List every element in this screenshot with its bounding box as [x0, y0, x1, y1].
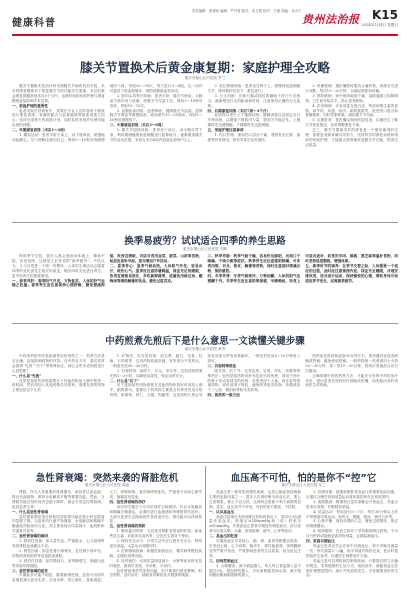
article5-body	[209, 490, 398, 590]
paragraph: 三、秋季养肺：秋季气候干燥，容易伤及肺阴，出现口干咽燥、干咳少痰等症状。秋季养生应注意滋阴润燥，可多食用梨、百合、银耳、蜂蜜等食物，同时注意适时增减衣物，预防感冒。	[207, 254, 301, 273]
paragraph: 3. 行走训练：在助行器或拐杖的辅助下进行行走练习，逐渐增加行走的距离和时间，注意保持正确的行走姿势。	[207, 93, 301, 108]
article2-body	[12, 254, 398, 320]
article2-byline: 重庆市璧山区人民医院 刘林	[182, 247, 228, 251]
paragraph: 1. 踝泵运动：患者平卧于床上，双下肢伸直，缓慢地勾起脚尖，尽力使脚尖朝向自己，保持5～10秒后再缓慢地向下踩，每组20～30次，每天进行3～4组。这一动作可促进下肢血液循环，预防深静脉血栓形成。	[12, 84, 203, 142]
paragraph: 患者出院后回到家中，需要在专业人员的指导下继续进行康复训练。家属的配合与监督能够帮助患者建立信心，坚持完成每天的训练计划，同时及时发现并处理可能出现的问题。	[12, 108, 105, 128]
paragraph: 除先煎、后下外，还有包煎、另煎、烊化、冲服等特殊煎法。包煎是将药物用纱布包好后再煎煮，适用于细小的种子类或有绒毛的药物；另煎适用于人参、西洋参等贵重药物；烊化适用于阿胶、鹿角胶等胶类药物；冲服适用于三七粉、琥珀粉等粉末类药物。	[207, 368, 301, 393]
paragraph: 2. 股四头肌等长收缩：患者平卧，膝关节伸直，大腿前方肌肉用力收缩，使膝关节尽量下压，保持5～10秒后放松，每组10～15次。	[109, 93, 203, 108]
paragraph: 高血压是可以预防和控制的疾病，只要我们树立正确的观念，坚持健康的生活方式，规范治疗，就能将血压控制在理想范围内，减少并发症的发生，享受健康美好的生活。	[306, 558, 398, 578]
article2-title: 换季易疲劳？试试适合四季的养生思路	[124, 236, 286, 247]
paragraph: 二、夏季养心：夏季气候炎热，人体阳气外发，容易出汗，耗伤心气。夏季应注意防暑降温，保证充足的睡眠，饮食宜清淡易消化，多吃新鲜蔬果，适量饮用绿豆汤、酸梅汤等清热解暑的饮品，避免过度贪凉。	[109, 263, 203, 283]
paragraph: 高血压患者应学会在家中自测血压，每天早晚各测量一次，每次测量2～3遍，取平均值并做好记录，复诊时提供给医生参考，以便医生调整治疗方案。	[306, 543, 398, 558]
paragraph: 肾脏，作为人体重要的排泄器官，承担着过滤血液、排出代谢废物、维持水电解质平衡等重要功能。然而，当肾脏功能在短时间内急剧下降时，就会引发急性肾衰竭，危及患者生命。	[12, 490, 105, 509]
article4-title: 急性肾衰竭：突然来袭的肾脏危机	[35, 473, 179, 484]
paragraph: 三、急性肾衰竭的症状	[12, 568, 48, 573]
paragraph: 二、急性肾衰竭的病因	[12, 534, 48, 539]
paragraph: 1. 肾前性因素：如大量失血、严重脱水、心力衰竭等导致肾脏血流灌注不足。	[12, 539, 105, 548]
article4-byline: 重庆市璧山区人民医院 周丽	[84, 483, 130, 487]
paragraph: 1. 膝关节屈伸训练：患者坐于床边，双小腿自然下垂，利用健侧腿帮助患侧腿进行屈伸练习，逐渐增加膝关节的活动范围，争取在术后6周内屈曲达到90°以上。	[109, 128, 203, 142]
paragraph: 五、家庭护理注意事项	[207, 128, 244, 133]
paragraph: 2. 保持充足水分：日常生活中应注意补充水分，特别是在高温、大量运动或腹泻时。	[109, 539, 202, 548]
paragraph: 5. 定期复查：按医嘱定期到医院复查，以便医生了解关节恢复情况，及时调整康复方案。	[305, 118, 398, 128]
paragraph: 3. 戒烟限酒：吸烟和过量饮酒都会升高血压，高血压患者应戒烟，并限制饮酒量。	[306, 499, 398, 509]
paragraph: 4. 饮食调理：多食用富含蛋白质、钙质和维生素的食物，如牛奶、鸡蛋、鱼肉、新鲜蔬果等，促进伤口愈合和骨骼健康，同时控制体重，减轻膝关节负担。	[305, 103, 398, 118]
paragraph: 煎药前先将药物浸泡30分钟左右，煎药器具宜选用砂锅或瓷锅，避免使用铁锅。一般药物第一煎煮沸后小火煎20～30分钟，第二煎15～20分钟，将两次煎液混合后分次服用。	[305, 354, 398, 373]
issue-date: 2024年2月4日 星期日	[361, 23, 398, 27]
paragraph: 先煎是指某些药物需要先于其他药物放入锅中煎煮一段时间，然后再加入其他药物共同煎煮。需要先煎的药物主要包括以下几类：	[12, 378, 105, 393]
section-divider	[12, 323, 398, 324]
newspaper-logo: 贵州法治报	[302, 13, 360, 26]
paragraph: 每到季节交替，很多人都会感到身体疲乏、精神不振、容易犯困，这就是人们常说的“换季疲劳”。中医认为，人与自然是一个统一的整体，人体的生理活动会随着四季的变化而发生相应的改变，顺应四时变化进行养生，是中医养生的重要原则。	[12, 254, 105, 278]
paragraph: 治疗的关键在于尽早识别并去除病因，纠正水电解质和酸碱平衡紊乱，必要时进行血液透析等肾脏替代治疗。大部分患者在去除病因并及时治疗后，肾功能可以得到恢复。	[109, 504, 202, 524]
paragraph: 三、其他特殊煎法	[207, 363, 237, 368]
article1-title: 膝关节置换术后黄金康复期：家庭护理全攻略	[79, 60, 330, 75]
paragraph: 一、认识高血压	[209, 509, 235, 514]
paragraph: 二、什么是“后下”	[109, 378, 140, 383]
masthead	[12, 6, 398, 32]
paragraph: 四、家庭自测血压	[306, 539, 335, 544]
paragraph: 四、冬季养肾：冬季气候寒冷，万物闭藏，人体的阳气也潜藏于内。冬季养生应注意防寒保暖，早睡晚起，饮食上可适当进补，如食用羊肉、核桃、黑芝麻等温补食物，同时坚持适度锻炼，增强体质。	[207, 254, 398, 283]
paragraph: 1. 合理膳食：减少钠盐摄入，每人每日食盐摄入量不超过5克；增加钾的摄入，多吃新鲜蔬菜和水果；减少饱和脂肪酸和胆固醇的摄入。	[209, 563, 301, 578]
paragraph: 三、中期康复训练（术后3～6周）	[109, 123, 166, 128]
paragraph: 3. 肾后性因素：如尿路结石、前列腺增生、肿瘤压迫等导致尿路梗阻。	[12, 558, 105, 568]
paragraph: 一、春季养肝：春季阳气升发，万物复苏，人体的肝气也随之旺盛。春季养生应注意保持心情舒畅，避免情绪抑郁，饮食宜清淡，可适当食用韭菜、菠菜、山药等食物，起居应夜卧早起，适当增加户外活动。	[12, 254, 203, 288]
paragraph: 四、煎药的一般方法	[207, 393, 240, 398]
paragraph: 2. 坐位伸膝训练：患者坐在椅子上，缓慢伸直患侧膝关节，保持数秒后放下，重复进行。	[207, 84, 301, 93]
paragraph: 高血压是一种常见的慢性疾病，也是心脑血管疾病最主要的危险因素之一。很多人在被诊断为高血压后，要么过度紧张，要么不以为然，这两种态度都不利于病情的控制。其实，血压高并不可怕，可怕的是不重视、不控制。	[209, 490, 301, 509]
article3-title: 中药煎煮先煎后下是什么意思一文读懂关键步骤	[105, 336, 305, 347]
article4-body	[12, 490, 202, 590]
paragraph: 长期高血压可导致心、脑、肾、血管等靶器官损害，引发冠心病、心力衰竭、脑卒中、肾功能衰竭、视网膜病变等严重并发症，严重影响患者的生活质量，甚至危及生命。	[209, 539, 301, 558]
column-divider	[205, 466, 206, 588]
paragraph: 1. 伤口护理：保持伤口清洁干燥，观察有无红肿、渗液等异常情况，如有异常应及时就医。	[207, 133, 301, 142]
paragraph: 6. 规律服药：在医生指导下坚持服用降压药物，不可自行停药或随意更改药物剂量，定期监测血压。	[306, 529, 398, 539]
paragraph: 一、什么是“先煎”	[12, 373, 42, 378]
paragraph: 4. 适量运动：每周进行5～7次、每次30分钟以上的中等强度有氧运动，如快走、慢跑、游泳、骑自行车等。	[306, 509, 398, 519]
paragraph: 五、换季时节的调养：在季节交替之际，人体需要一个适应的过程，此时应注意规律作息，保证充足睡眠，合理安排饮食，适当进行运动，保持愉悦的心情，帮助身体尽快适应季节变化，远离换季疲劳。	[305, 263, 398, 283]
paragraph: 2. 有毒药物：如附子、川乌、草乌等，这类药物需要先煎1～2小时，以降低其毒性，保证用药安全。	[109, 368, 203, 378]
paragraph: 高血压是指在未使用降压药物的情况下，非同日3次测量诊室血压，收缩压≥140mmHg和（或）舒张压≥90mmHg。多数高血压患者早期没有明显症状，部分患者可出现头晕、头痛、颈项板紧、疲劳、心悸等症状。	[209, 514, 301, 534]
paragraph: 中药汤剂是中医临床最常用的剂型之一，煎煮方法是否正确，直接影响药物的疗效。在中药处方中，我们常常会看到“先煎”“后下”等特殊标注，那么这些术语到底是什么意思呢？	[12, 354, 105, 373]
paragraph: 膝关节置换术是治疗终末期膝关节病的有效手段，术后的康复锻炼对于恢复膝关节的功能至关重要。术后的黄金康复期通常指术后3个月内，这段时间的家庭护理与康复锻炼直接影响手术效果。	[12, 84, 105, 103]
paragraph: 1. 避免滥用药物：尤其是对肾脏有损害的药物，如某些抗生素、非甾体抗炎药等，应在医生指导下使用。	[109, 529, 202, 539]
editor-info: 责任编辑：张建伟 编辑：严丹青 版式：宋义燕 校对：王丽 美编：谷永宁	[192, 9, 302, 13]
paragraph: 3. 控制基础疾病：积极控制高血压、糖尿病等慢性疾病，定期检查肾功能。	[109, 548, 202, 558]
paragraph: 后下是指某些药物需要在其他药物快煎好时再放入锅中，稍煎即可。需要后下的药物主要是含有挥发性成分的药物，如薄荷、砂仁、豆蔻、钩藤等，这类药物久煎会导致有效成分挥发或被破坏，一般在煎好前5～10分钟放入即可。	[109, 354, 301, 398]
paragraph: 2. 控制体重：超重和肥胖是高血压的重要危险因素，应通过合理饮食和适量运动将体重控制在正常范围内。	[306, 490, 398, 499]
section-divider	[12, 462, 398, 463]
article3-byline: 重庆市璧山区中医院 黄青	[184, 347, 226, 351]
paragraph: 一、家庭护理的重要性	[12, 103, 48, 108]
paragraph: 此阶段可进行上下楼梯训练、静蹲训练以及固定自行车等训练，以增强下肢肌肉力量，提高关节稳定性。上楼梯时先迈健侧腿，下楼梯时先迈患侧腿。	[207, 113, 301, 128]
paragraph: 五、急性肾衰竭的预防	[109, 524, 146, 529]
section-name: 健康科普	[12, 18, 56, 29]
paragraph: 正确掌握中药的煎煮方法，才能充分发挥中药的治疗作用，建议患者在煎药时仔细阅读医嘱，如有疑问及时咨询医生或药师。	[305, 373, 398, 388]
article5-byline: 重庆市璧山区人民医院 吴兰	[281, 483, 326, 487]
paragraph: 4. 及时就医：出现尿量明显减少、水肿等症状时应及时就医，做到早发现、早诊断、早治疗。	[109, 558, 202, 568]
paragraph: 四、后期康复训练（术后7周～3个月）	[207, 108, 271, 113]
paragraph: 急性肾衰竭虽然来势凶猛，但只要我们提高警惕，科学预防，及时治疗，就能有效降低其对健康的威胁。	[109, 568, 202, 578]
paragraph: 3. 预防跌倒：家中保持地面干燥，清除通道上的障碍物，卫生间安装扶手，防止患者跌倒。	[305, 93, 398, 103]
paragraph: 3. 直腿抬高训练：患者仰卧，健侧膝关节屈曲，患侧膝关节伸直并缓慢抬高，离床面约15～20厘米，保持5～10秒后缓慢放下。	[109, 108, 203, 123]
article3-body	[12, 354, 398, 458]
paragraph: 早期症状可能不明显，随着病情进展，患者可出现尿量明显减少甚至无尿、全身水肿、恶心呕吐、食欲减退、乏力、呼吸困难、意识障碍等症状，严重者可出现心律失常、抽搐甚至昏迷。	[12, 490, 202, 583]
article1-byline: 重庆市璧山区中医院 罗兰	[184, 76, 226, 80]
paragraph: 2. 疼痛管理：遵医嘱按时服用止痛药物，训练后可进行冰敷，每次15～20分钟，以减轻肿胀和疼痛。	[305, 84, 398, 93]
paragraph: 急性肾衰竭是指各种原因导致肾功能在数小时至数周内急剧下降，以致体内代谢产物潴留、水电解质和酸碱平衡紊乱的临床综合征。其主要表现为尿量减少、血肌酐和尿素氮升高等。	[12, 514, 105, 534]
section-divider	[12, 222, 398, 223]
page-number: K15	[372, 8, 398, 22]
paragraph: 二、早期康复训练（术后1～2周）	[12, 128, 68, 133]
paragraph: 一、什么是急性肾衰竭	[12, 509, 48, 514]
paragraph: 四、急性肾衰竭的治疗	[109, 499, 146, 504]
masthead-rule	[12, 34, 398, 36]
paragraph: 总之，膝关节置换术后的康复是一个循序渐进的过程，需要患者和家属共同努力，坚持科学的康复训练和细致的家庭护理，才能最大程度地恢复膝关节功能，提高生活质量。	[305, 128, 398, 147]
paragraph: 5. 心理平衡：保持乐观的心态，避免过度紧张、焦虑和情绪激动。	[306, 519, 398, 529]
paragraph: 二、高血压的危害	[209, 534, 238, 539]
article5-title: 血压高不可怕，怕的是你不“控”它	[230, 473, 377, 484]
paragraph: 2. 肾性因素：如急性肾小球肾炎、急性肾小管坏死、药物或毒物损伤等直接损害肾脏。	[12, 548, 105, 558]
article1-body	[12, 84, 398, 218]
paragraph: 1. 矿物类、贝壳类药物：如石膏、磁石、龙骨、牡蛎、石决明等，这类药物质地坚硬，有效成分不易煎出，一般需先煎20～30分钟。	[109, 354, 203, 368]
paragraph: 三、如何控制血压	[209, 558, 238, 563]
